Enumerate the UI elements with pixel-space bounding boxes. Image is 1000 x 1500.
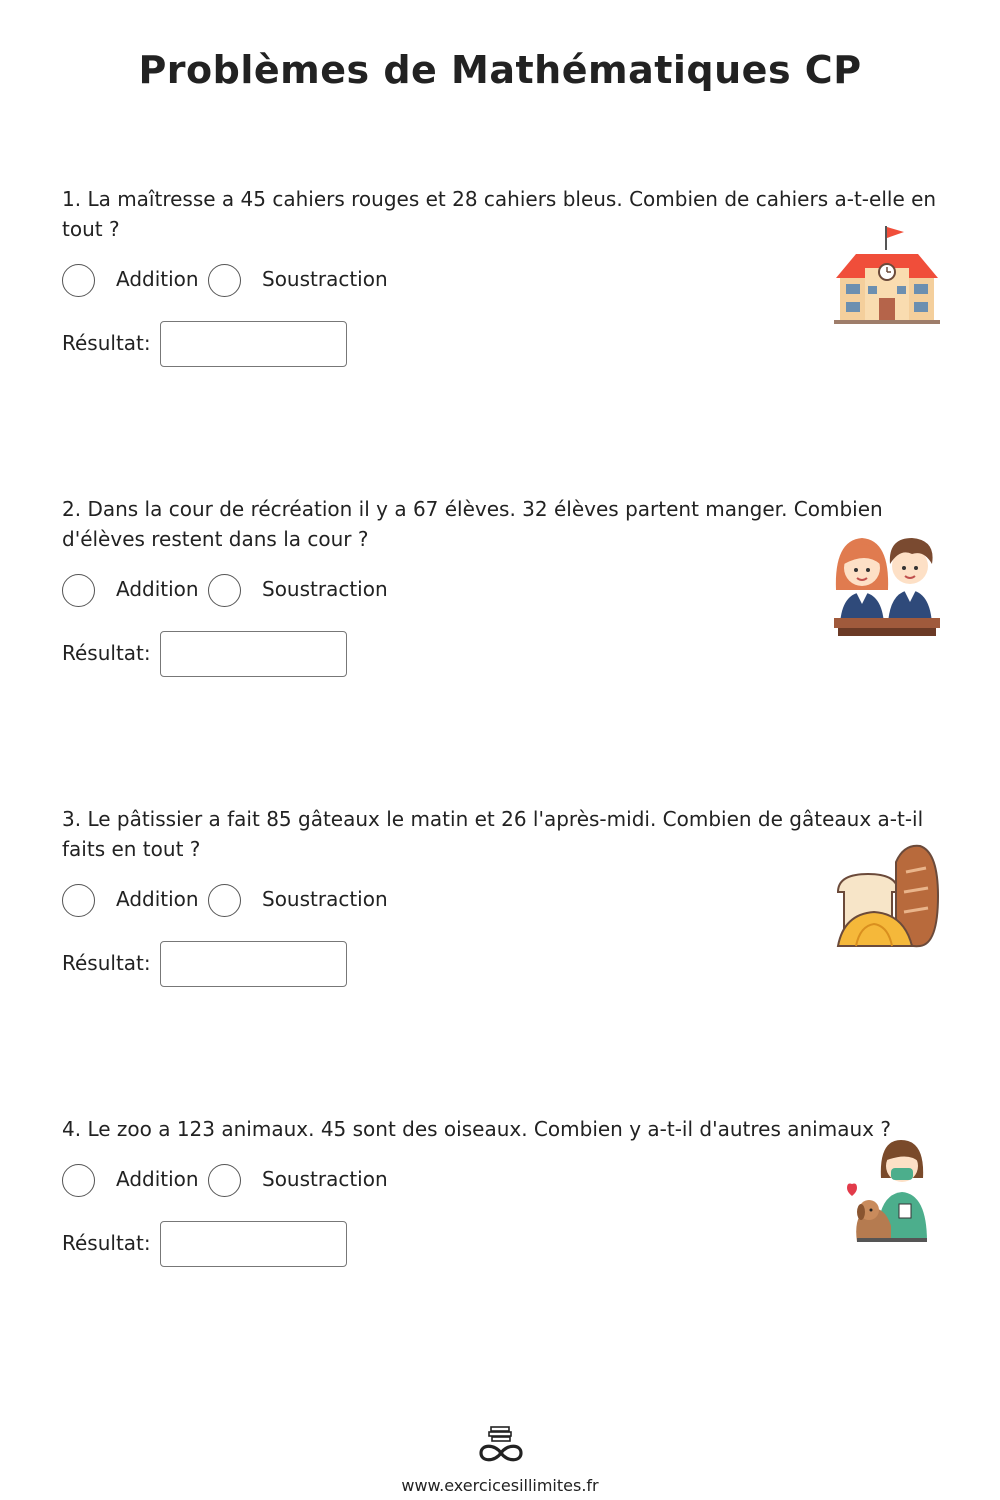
- result-label: Résultat:: [62, 1231, 151, 1255]
- soustraction-radio[interactable]: [208, 264, 241, 297]
- problem-4: [62, 1114, 942, 1294]
- result-input[interactable]: [160, 631, 347, 677]
- soustraction-radio[interactable]: [208, 574, 241, 607]
- soustraction-label: Soustraction: [262, 577, 388, 601]
- zookeeper-icon: [843, 1138, 929, 1244]
- addition-radio[interactable]: [62, 1164, 95, 1197]
- result-label: Résultat:: [62, 641, 151, 665]
- result-label: Résultat:: [62, 951, 151, 975]
- soustraction-radio[interactable]: [208, 884, 241, 917]
- result-input[interactable]: [160, 1221, 347, 1267]
- soustraction-label: Soustraction: [262, 887, 388, 911]
- problem-question: 4. Le zoo a 123 animaux. 45 sont des oiseaux. Combien y a-t-il d'autres animaux ?: [62, 1117, 891, 1141]
- result-input[interactable]: [160, 321, 347, 367]
- addition-label: Addition: [116, 267, 199, 291]
- problem-3: [62, 804, 942, 984]
- problem-question: 3. Le pâtissier a fait 85 gâteaux le matin et 26 l'après-midi. Combien de gâteaux a-t-il faits en tout ?: [62, 807, 924, 861]
- result-label: Résultat:: [62, 331, 151, 355]
- addition-radio[interactable]: [62, 884, 95, 917]
- addition-label: Addition: [116, 577, 199, 601]
- addition-label: Addition: [116, 1167, 199, 1191]
- students-icon: [832, 530, 942, 638]
- page-title: Problèmes de Mathématiques CP: [138, 48, 862, 92]
- addition-label: Addition: [116, 887, 199, 911]
- soustraction-label: Soustraction: [262, 1167, 388, 1191]
- footer-url[interactable]: www.exercicesillimites.fr: [401, 1476, 599, 1495]
- infinity-books-icon: [477, 1424, 525, 1464]
- result-input[interactable]: [160, 941, 347, 987]
- problem-question: 2. Dans la cour de récréation il y a 67 élèves. 32 élèves partent manger. Combien d'élèves restent dans la cour ?: [62, 497, 883, 551]
- problem-1: [62, 184, 942, 364]
- problem-question: 1. La maîtresse a 45 cahiers rouges et 28 cahiers bleus. Combien de cahiers a-t-elle en tout ?: [62, 187, 937, 241]
- school-building-icon: [832, 224, 942, 326]
- addition-radio[interactable]: [62, 264, 95, 297]
- addition-radio[interactable]: [62, 574, 95, 607]
- soustraction-radio[interactable]: [208, 1164, 241, 1197]
- bakery-icon: [834, 842, 940, 950]
- problem-2: [62, 494, 942, 674]
- soustraction-label: Soustraction: [262, 267, 388, 291]
